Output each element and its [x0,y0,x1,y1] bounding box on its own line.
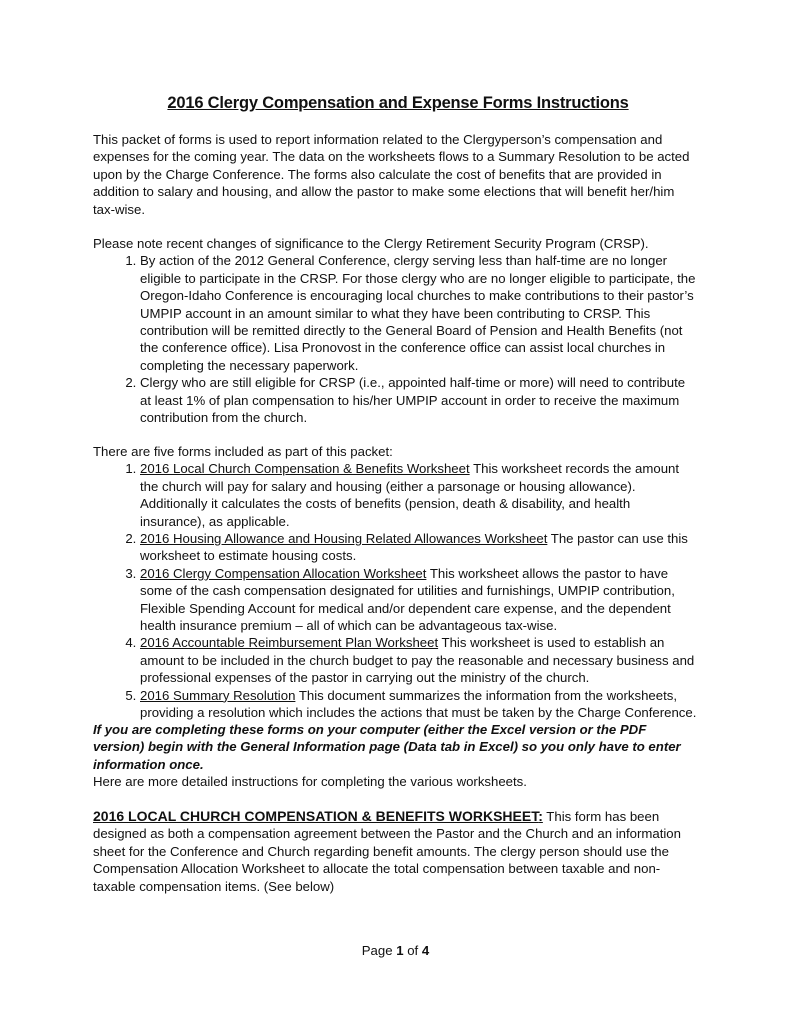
crsp-list [93,252,699,426]
forms-section [93,443,699,722]
forms-intro: There are five forms included as part of this packet: [93,444,393,459]
form-name: 2016 Accountable Reimbursement Plan Worksheet [140,635,439,651]
crsp-intro: Please note recent changes of significance to the Clergy Retirement Security Program (CRSP). [93,236,649,251]
form-desc: This worksheet is used to establish an amount to be included in the church budget to pay the reasonable and necessary business and professional expenses of the pastor in carrying out the ministry of the church. [140,635,695,686]
worksheet-section [93,808,699,895]
crsp-item: 2. Clergy who are still eligible for CRSP (i.e., appointed half-time or more) will need to contribute at least 1% of plan compensation to his/her UMPIP account in order to receive the maximum contribution from the church. [140,374,699,426]
form-desc: This worksheet allows the pastor to have some of the cash compensation designated for utilities and furnishings, UMPIP contribution, Flexible Spending Account for medical and/or dependent care expense, and the dependent health insurance premium – all of which can be advantageous tax-wise. [140,565,675,634]
form-desc: This worksheet records the amount the church will pay for salary and housing (either a parsonage or housing allowance). Additionally it calculates the costs of benefits (pension, death & disability, and health insurance), as applicable. [140,461,680,529]
computer-note: If you are completing these forms on your computer (either the Excel version or the PDF version) begin with the General Information page (Data tab in Excel) so you only have to enter information once. [93,722,681,772]
section-heading: 2016 LOCAL CHURCH COMPENSATION & BENEFITS WORKSHEET [93,808,539,824]
form-name: 2016 Housing Allowance and Housing Related Allowances Worksheet [140,531,548,547]
form-item [140,687,699,722]
page-label: Page [361,943,397,958]
form-desc: The pastor can use this worksheet to estimate housing costs. [140,531,688,564]
page-current: 1 [396,943,404,958]
form-name: 2016 Summary Resolution [140,687,296,703]
crsp-section [93,235,699,426]
page-of: of [403,943,422,958]
page-footer [0,943,791,958]
form-item [140,460,699,530]
document-title: 2016 Clergy Compensation and Expense Forms Instructions [167,94,629,112]
form-item [140,565,699,635]
form-desc: This document summarizes the information from the worksheets, providing a resolution which includes the actions that must be taken by the Charge Conference. [140,687,697,721]
page-total: 4 [421,943,430,958]
intro-paragraph: This packet of forms is used to report information related to the Clergyperson’s compensation and expenses for the coming year. The data on the worksheets flows to a Summary Resolution to be acted upon by the Charge Conference. The forms also calculate the cost of benefits that are provided in addition to salary and housing, and allow the pastor to make some elections that will benefit her/him tax-wise. [93,132,690,217]
forms-list [93,460,699,721]
section-body: This form has been designed as both a compensation agreement between the Pastor and the Church and an information sheet for the Conference and Church regarding benefit amounts. The clergy person should use the Compensation Allocation Worksheet to allocate the total compensation between taxable and non-taxable compensation items. (See below) [93,809,681,894]
form-item [140,634,699,686]
form-name: 2016 Local Church Compensation & Benefits Worksheet [140,461,470,477]
crsp-item: 1. By action of the 2012 General Conference, clergy serving less than half-time are no longer eligible to participate in the CRSP. For those clergy who are no longer eligible to participate, the Oregon-Idaho Conference is encouraging local churches to make contributions to their pastor’s UMPIP account in an amount similar to what they have been contributing to CRSP. This contribution will be remitted directly to the General Board of Pension and Health Benefits (not the conference office). Lisa Pronovost in the conference office can assist local churches in completing the necessary paperwork. [140,252,699,374]
form-name: 2016 Clergy Compensation Allocation Worksheet [140,565,427,581]
form-item [140,530,699,565]
detailed-intro: Here are more detailed instructions for completing the various worksheets. [93,774,527,789]
section-heading-colon: : [538,808,543,824]
